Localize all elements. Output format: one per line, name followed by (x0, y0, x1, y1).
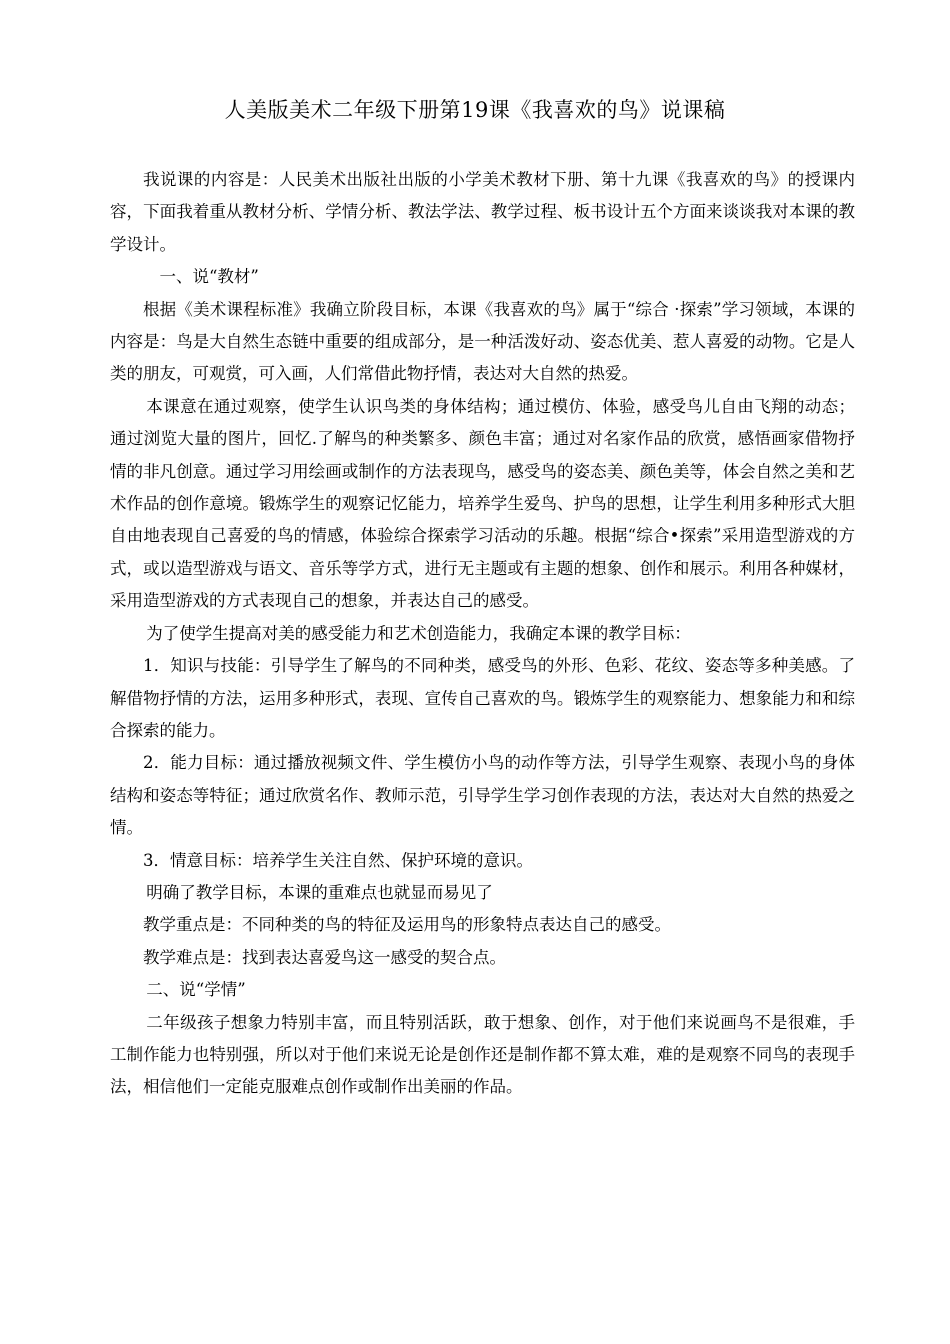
textbook-paragraph: 根据《美术课程标准》我确立阶段目标，本课《我喜欢的鸟》属于“综合 ·探索”学习领域，本课的内容是：鸟是大自然生态链中重要的组成部分，是一种活泼好动、姿态优美、惹人喜爱的动物。它是人类的朋友，可观赏，可入画，人们常借此物抒情，表达对大自然的热爱。 (110, 299, 855, 384)
intro-paragraph: 我说课的内容是：人民美术出版社出版的小学美术教材下册、第十九课《我喜欢的鸟》的授课内容，下面我着重从教材分析、学情分析、教法学法、教学过程、板书设计五个方面来谈谈我对本课的教学设计。 (110, 170, 855, 254)
key-points-intro-paragraph: 明确了教学目标，本课的重难点也就显而易见了 (146, 882, 493, 902)
lesson-intent-paragraph: 本课意在通过观察，使学生认识鸟类的身体结构；通过模仿、体验，感受鸟儿自由飞翔的动态；通过浏览大量的图片，回忆.了解鸟的种类繁多、颜色丰富；通过对名家作品的欣赏，感悟画家借物抒情的非凡创意。通过学习用绘画或制作的方法表现鸟，感受鸟的姿态美、颜色美等，体会自然之美和艺术作品的创作意境。锻炼学生的观察记忆能力，培养学生爱鸟、护鸟的思想，让学生利用多种形式大胆自由地表现自己喜爱的鸟的情感，体验综合探索学习活动的乐趣。根据“综合•探索”采用造型游戏的方式，或以造型游戏与语文、音乐等学方式，进行无主题或有主题的想象、创作和展示。利用各种媒材，采用造型游戏的方式表现自己的想象，并表达自己的感受。 (110, 396, 855, 611)
objective-ability-paragraph: 2．能力目标：通过播放视频文件、学生模仿小鸟的动作等方法，引导学生观察、表现小鸟的身体结构和姿态等特征；通过欣赏名作、教师示范，引导学生学习创作表现的方法，表达对大自然的热爱之情。 (110, 753, 855, 838)
page-title: 人美版美术二年级下册第19课《我喜欢的鸟》说课稿 (224, 98, 726, 122)
document-body (110, 164, 855, 1104)
students-paragraph: 二年级孩子想象力特别丰富，而且特别活跃，敢于想象、创作，对于他们来说画鸟不是很难，手工制作能力也特别强，所以对于他们来说无论是创作还是制作都不算太难，难的是观察不同鸟的表现手法，相信他们一定能克服难点创作或制作出美丽的作品。 (110, 1012, 855, 1097)
objective-knowledge-paragraph: 1．知识与技能：引导学生了解鸟的不同种类，感受鸟的外形、色彩、花纹、姿态等多种美感。了解借物抒情的方法，运用多种形式，表现、宣传自己喜欢的鸟。锻炼学生的观察能力、想象能力和和综合探索的能力。 (110, 656, 855, 740)
objective-emotion-paragraph: 3．情意目标：培养学生关注自然、保护环境的意识。 (143, 850, 533, 870)
section-heading-students: 二、说“学情” (146, 980, 246, 1000)
teaching-focus-paragraph: 教学重点是：不同种类的鸟的特征及运用鸟的形象特点表达自己的感受。 (143, 915, 671, 935)
section-heading-textbook: 一、说“教材” (159, 267, 259, 287)
objectives-intro-paragraph: 为了使学生提高对美的感受能力和艺术创造能力，我确定本课的教学目标： (146, 623, 691, 643)
teaching-difficulty-paragraph: 教学难点是：找到表达喜爱鸟这一感受的契合点。 (143, 947, 506, 967)
